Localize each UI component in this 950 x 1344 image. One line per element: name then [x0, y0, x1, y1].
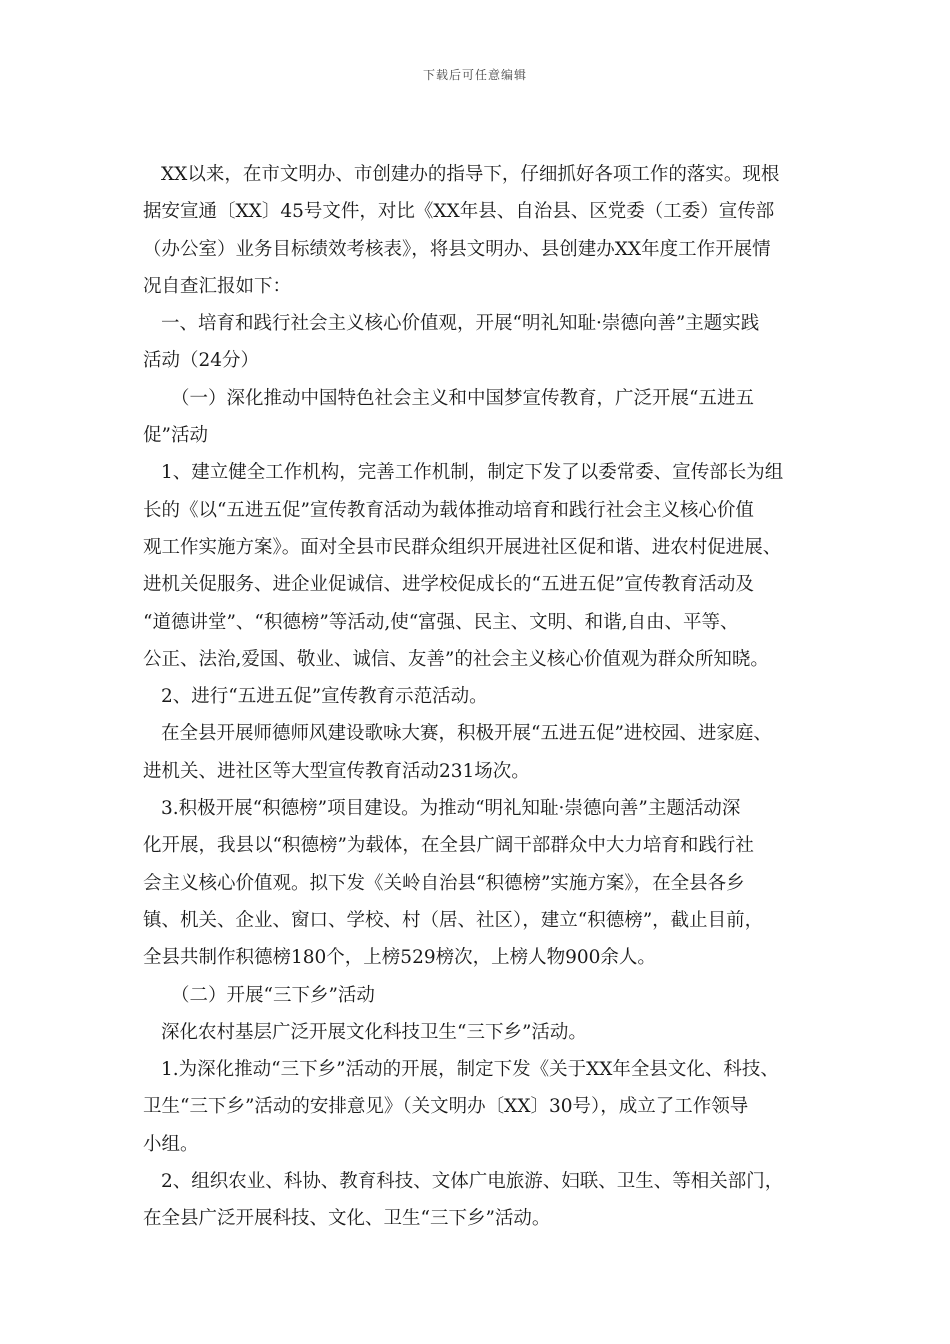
- body-line: 进机关促服务、进企业促诚信、进学校促成长的“五进五促”宣传教育活动及: [143, 574, 754, 596]
- body-line: 在全县开展师德师风建设歌咏大赛，积极开展“五进五促”进校园、进家庭、: [161, 723, 772, 745]
- body-line: “道德讲堂”、“积德榜”等活动,使“富强、民主、文明、和谐,自由、平等、: [143, 611, 739, 633]
- body-line: 3.积极开展“积德榜”项目建设。为推动“明礼知耻·崇德向善”主题活动深: [161, 798, 741, 820]
- body-line: 2、进行“五进五促”宣传教育示范活动。: [161, 686, 488, 708]
- body-line: 公正、法治,爱国、敬业、诚信、友善”的社会主义核心价值观为群众所知晓。: [143, 648, 769, 670]
- body-line: （一）深化推动中国特色社会主义和中国梦宣传教育，广泛开展“五进五: [171, 387, 754, 409]
- body-line: 2、组织农业、科协、教育科技、文体广电旅游、妇联、卫生、等相关部门，: [161, 1171, 784, 1193]
- body-line: 长的《以“五进五促”宣传教育活动为载体推动培育和践行社会主义核心价值: [143, 499, 754, 521]
- body-line: XX以来，在市文明办、市创建办的指导下，仔细抓好各项工作的落实。现根: [161, 164, 780, 185]
- body-line: 据安宣通〔XX〕45号文件，对比《XX年县、自治县、区党委（工委）宣传部: [143, 201, 775, 223]
- body-line: 会主义核心价值观。拟下发《关岭自治县“积德榜”实施方案》，在全县各乡: [143, 872, 745, 894]
- body-line: 况自查汇报如下：: [143, 275, 292, 297]
- body-line: 1.为深化推动“三下乡”活动的开展，制定下发《关于XX年全县文化、科技、: [161, 1059, 779, 1081]
- page-header-note: 下载后可任意编辑: [422, 68, 527, 82]
- body-line: 一、培育和践行社会主义核心价值观，开展“明礼知耻·崇德向善”主题实践: [161, 313, 760, 335]
- body-line: 在全县广泛开展科技、文化、卫生“三下乡”活动。: [143, 1208, 551, 1230]
- body-line: 全县共制作积德榜180个，上榜529榜次，上榜人物900余人。: [143, 947, 656, 969]
- body-line: 观工作实施方案》。面对全县市民群众组织开展进社区促和谐、进农村促进展、: [143, 536, 782, 558]
- body-line: 化开展，我县以“积德榜”为载体，在全县广阔干部群众中大力培育和践行社: [143, 835, 754, 857]
- body-line: 卫生“三下乡”活动的安排意见》（关文明办〔XX〕30号），成立了工作领导: [143, 1096, 749, 1118]
- body-line: 活动（24分）: [143, 350, 260, 372]
- body-line: 深化农村基层广泛开展文化科技卫生“三下乡”活动。: [161, 1021, 587, 1043]
- document-body: [143, 156, 833, 1238]
- body-line: 镇、机关、企业、窗口、学校、村（居、社区），建立“积德榜”，截止目前，: [143, 909, 764, 931]
- body-line: 进机关、进社区等大型宣传教育活动231场次。: [143, 760, 530, 782]
- body-line: 1、建立健全工作机构，完善工作机制，制定下发了以委常委、宣传部长为组: [161, 462, 784, 484]
- body-line: 促”活动: [143, 425, 208, 447]
- body-line: （办公室）业务目标绩效考核表》，将县文明办、县创建办XX年度工作开展情: [143, 238, 771, 260]
- body-line: （二）开展“三下乡”活动: [171, 984, 375, 1006]
- body-line: 小组。: [143, 1133, 199, 1155]
